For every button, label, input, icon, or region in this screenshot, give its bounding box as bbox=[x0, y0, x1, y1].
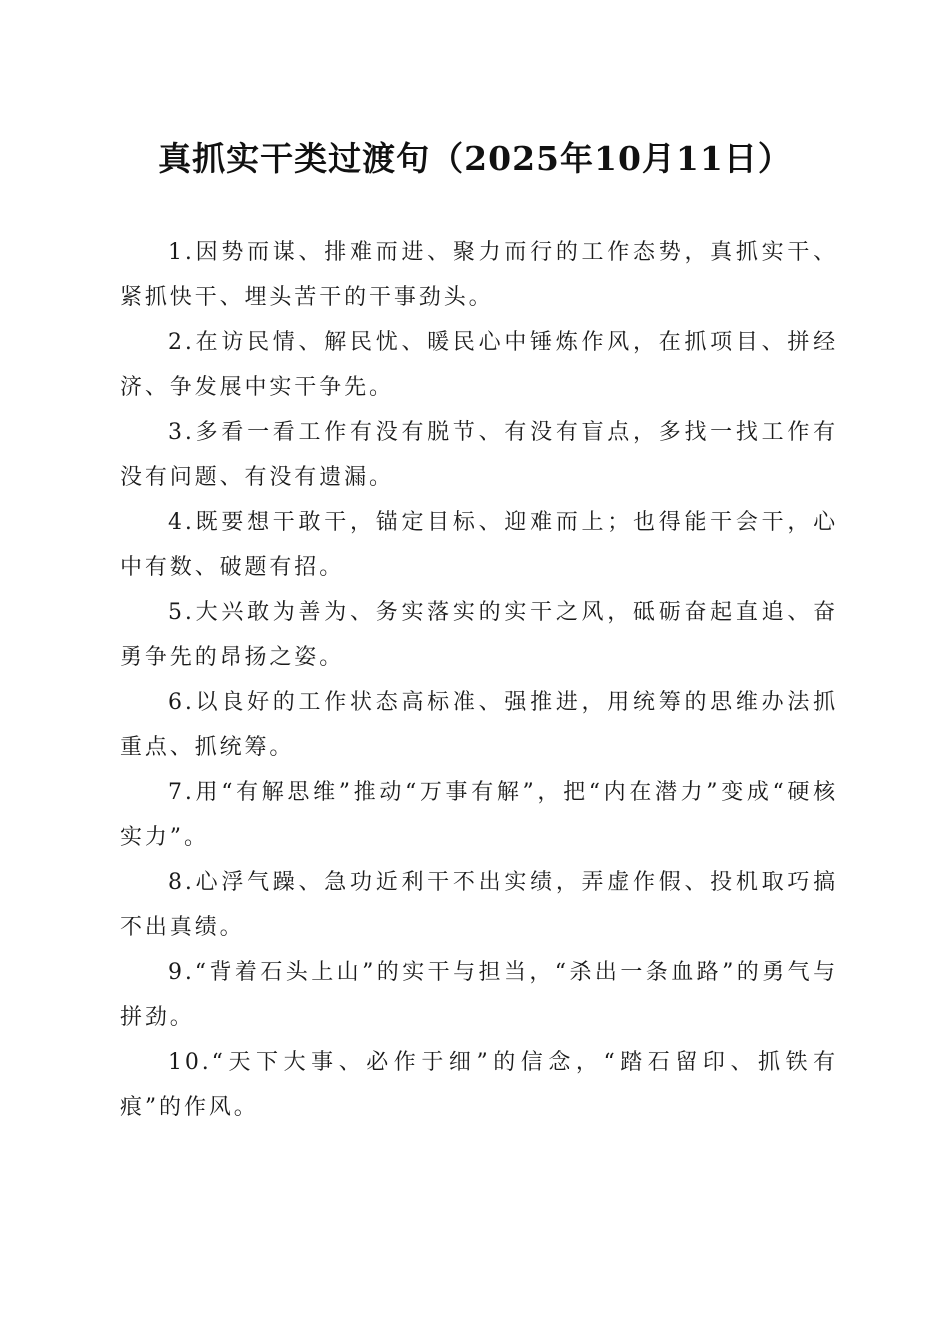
list-item: 9.“背着石头上山”的实干与担当，“杀出一条血路”的勇气与拼劲。 bbox=[120, 960, 838, 1030]
list-item: 5.大兴敢为善为、务实落实的实干之风，砥砺奋起直追、奋勇争先的昂扬之姿。 bbox=[120, 600, 838, 670]
transition-sentence-list bbox=[120, 230, 838, 1130]
list-item: 2.在访民情、解民忧、暖民心中锤炼作风，在抓项目、拼经济、争发展中实干争先。 bbox=[120, 330, 838, 400]
list-item: 4.既要想干敢干，锚定目标、迎难而上；也得能干会干，心中有数、破题有招。 bbox=[120, 510, 838, 580]
list-item: 3.多看一看工作有没有脱节、有没有盲点，多找一找工作有没有问题、有没有遗漏。 bbox=[120, 420, 838, 490]
list-item: 1.因势而谋、排难而进、聚力而行的工作态势，真抓实干、紧抓快干、埋头苦干的干事劲头。 bbox=[120, 240, 838, 310]
list-item: 8.心浮气躁、急功近利干不出实绩，弄虚作假、投机取巧搞不出真绩。 bbox=[120, 870, 838, 940]
list-item: 6.以良好的工作状态高标准、强推进，用统筹的思维办法抓重点、抓统筹。 bbox=[120, 690, 838, 760]
list-item: 7.用“有解思维”推动“万事有解”，把“内在潜力”变成“硬核实力”。 bbox=[120, 780, 838, 850]
list-item: 10.“天下大事、必作于细”的信念，“踏石留印、抓铁有痕”的作风。 bbox=[120, 1050, 838, 1120]
document-title: 真抓实干类过渡句（2025年10月11日） bbox=[158, 139, 792, 178]
